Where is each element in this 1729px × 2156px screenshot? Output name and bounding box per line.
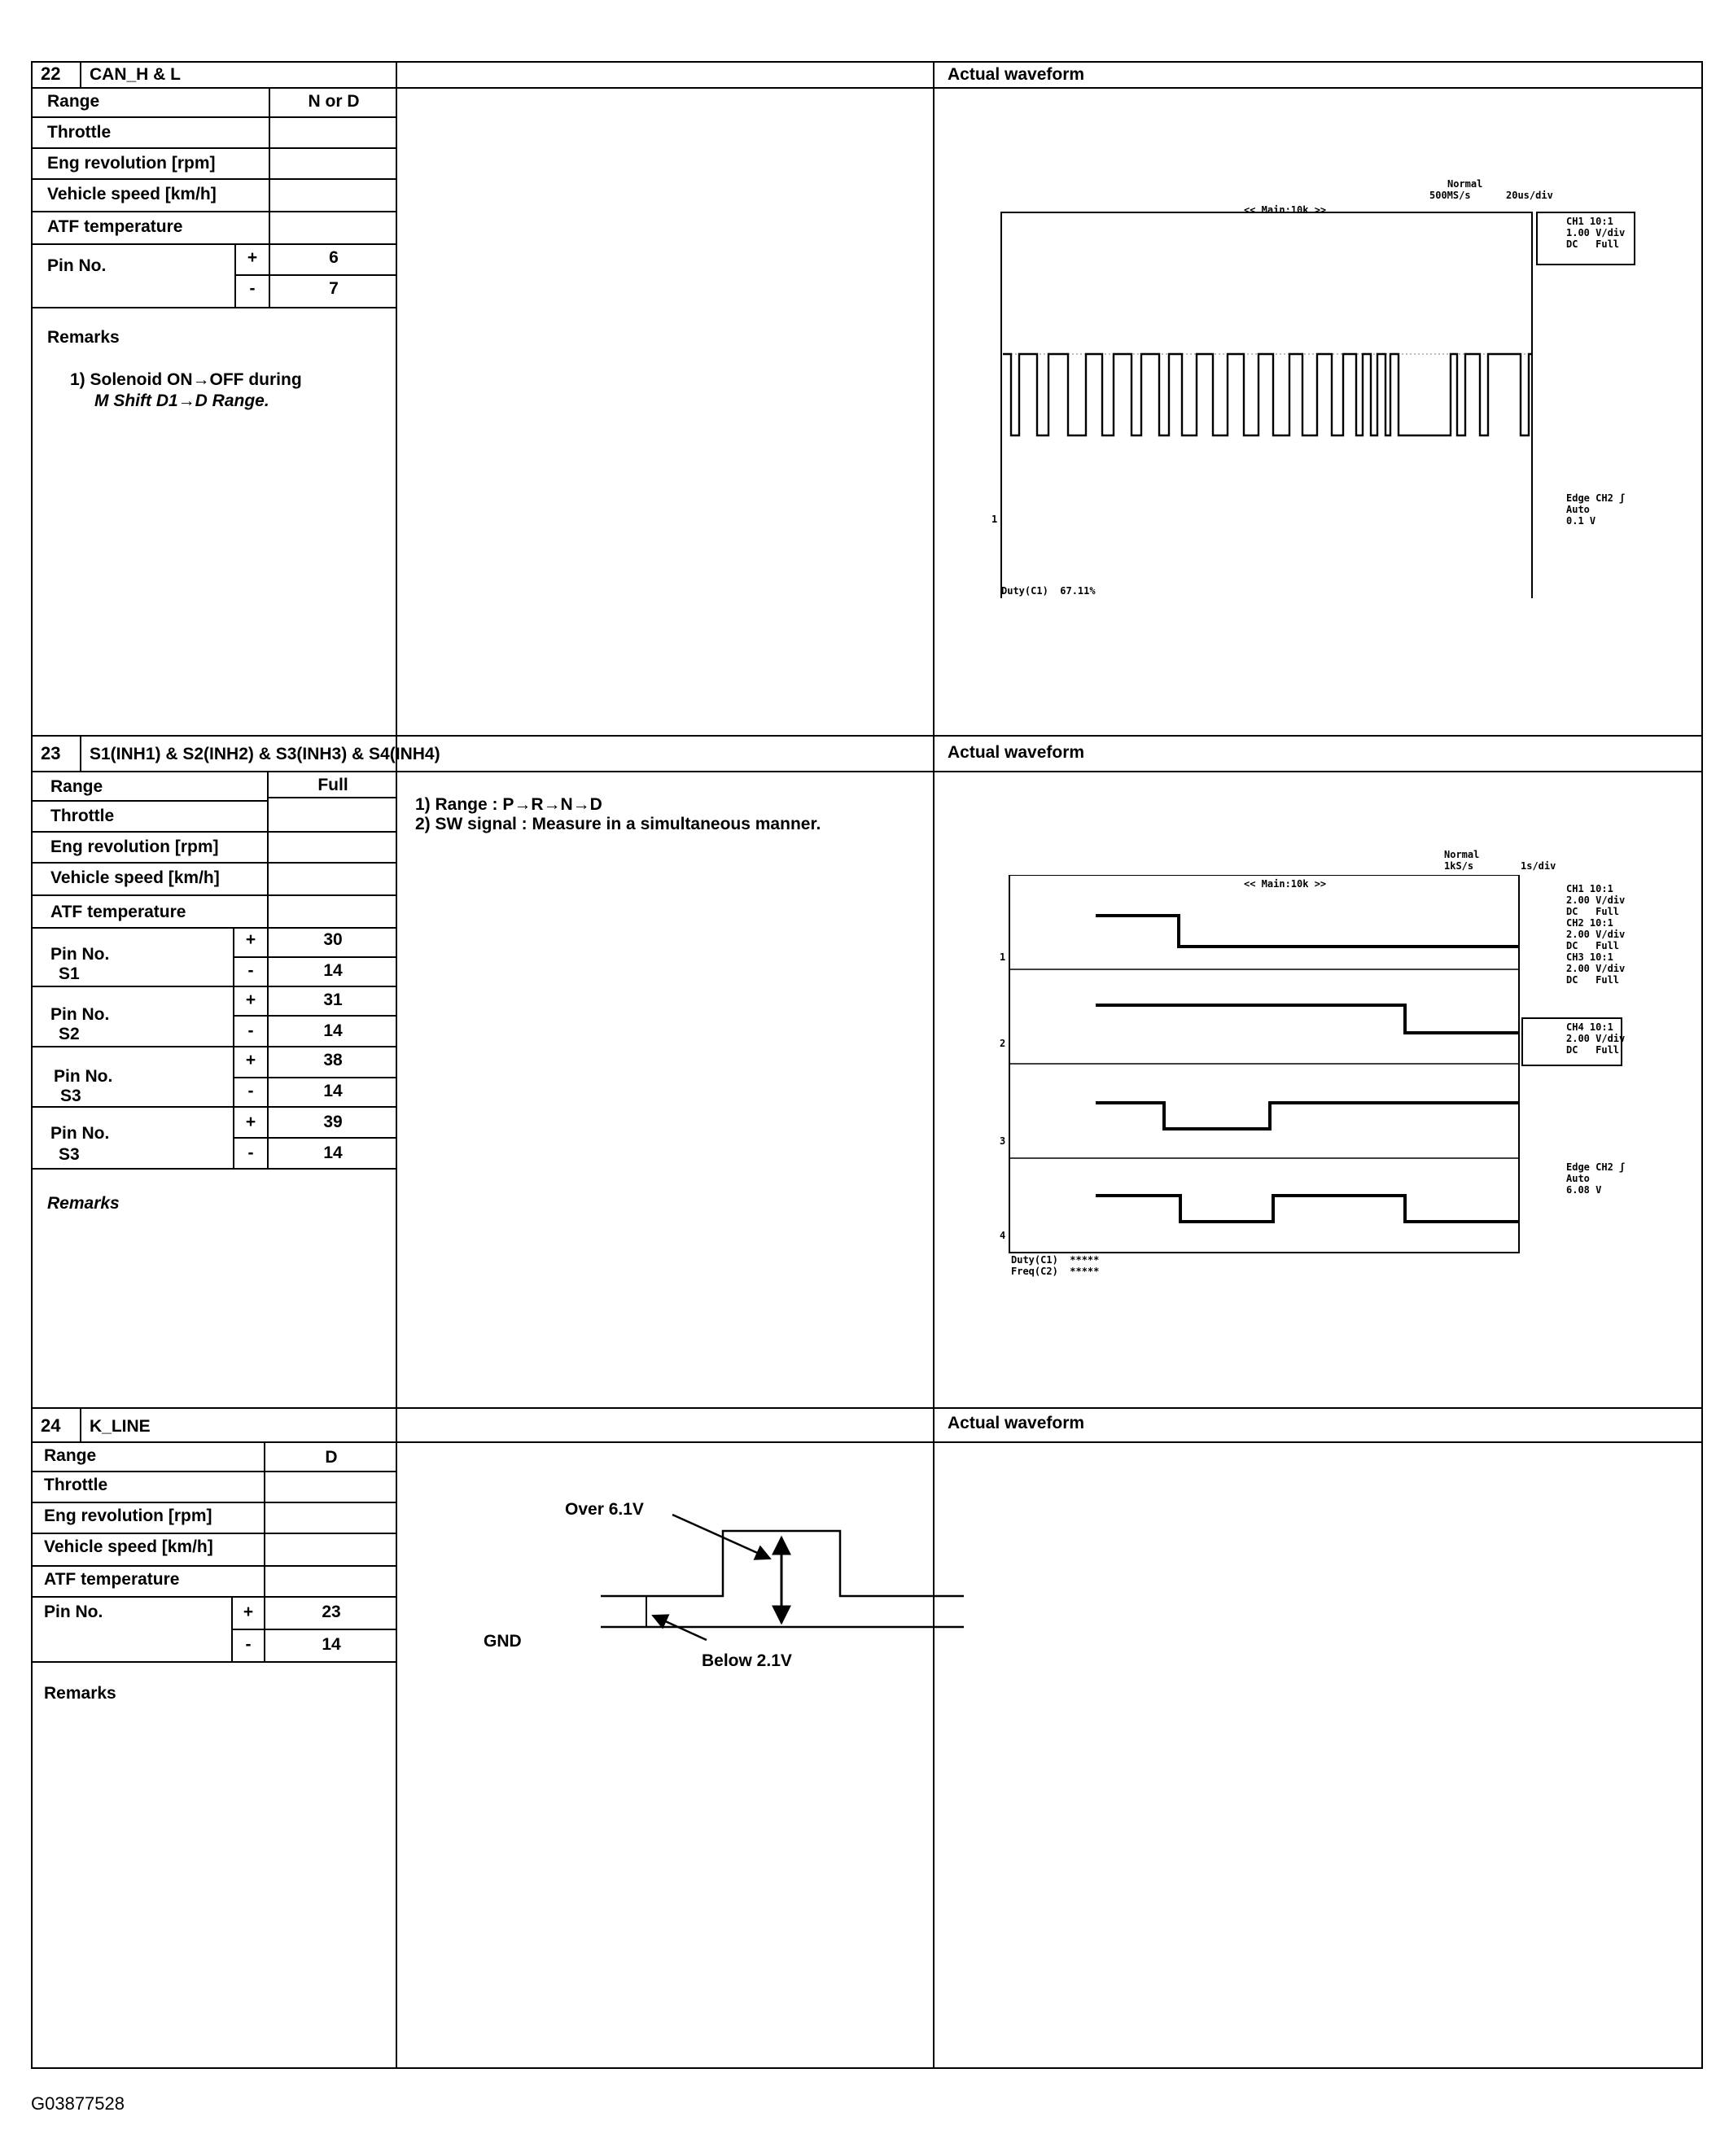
row-atf: ATF temperature xyxy=(47,217,183,236)
scope-ch-12: DC Full xyxy=(1566,1044,1620,1056)
pin-minus-sign: - xyxy=(249,279,256,298)
remarks-label: Remarks xyxy=(47,328,120,347)
pin-plus-3: 38 xyxy=(323,1051,343,1069)
row-veh-speed: Vehicle speed [km/h] xyxy=(50,868,220,887)
pin-plus-sign: + xyxy=(243,1603,254,1621)
param-table xyxy=(31,1443,397,1712)
scope-ch-1: CH1 10:1 xyxy=(1566,216,1613,227)
pin-plus-4: 39 xyxy=(323,1113,343,1131)
pin-plus-2: 31 xyxy=(323,991,343,1009)
pin-minus-sign-4: - xyxy=(247,1144,254,1162)
row-atf: ATF temperature xyxy=(50,903,186,921)
scope-ch-7: CH3 10:1 xyxy=(1566,951,1613,963)
pin-minus-4: 14 xyxy=(323,1144,343,1162)
note-line-2: 2) SW signal : Measure in a simultaneous manner. xyxy=(415,815,821,833)
scope-ch-8: 2.00 V/div xyxy=(1566,963,1626,974)
scope-trig-1: Edge CH2 ʃ xyxy=(1566,492,1626,504)
row-pin: Pin No. xyxy=(44,1603,103,1621)
scope-trig-3: 0.1 V xyxy=(1566,515,1596,527)
scope-meas-1: Duty(C1) ***** xyxy=(1011,1254,1100,1266)
scope-time: 20us/div xyxy=(1506,190,1553,201)
pin-sub-3: S3 xyxy=(60,1087,81,1105)
remarks-label: Remarks xyxy=(44,1684,116,1703)
row-veh-speed: Vehicle speed [km/h] xyxy=(47,185,217,203)
row-range: Range xyxy=(47,92,100,111)
scope-marker: 1 xyxy=(991,514,998,525)
range-value: Full xyxy=(317,776,348,794)
range-value: N or D xyxy=(308,92,360,111)
row-range: Range xyxy=(50,777,103,796)
pin-plus-value: 6 xyxy=(329,248,339,267)
scope-marker-4: 4 xyxy=(1000,1230,1006,1241)
row-eng-rev: Eng revolution [rpm] xyxy=(47,154,216,173)
row-eng-rev: Eng revolution [rpm] xyxy=(50,837,219,856)
section-number: 22 xyxy=(41,63,61,84)
scope-ch-6: DC Full xyxy=(1566,940,1620,951)
section-23 xyxy=(31,735,1703,1410)
param-table xyxy=(31,87,397,369)
row-atf: ATF temperature xyxy=(44,1570,180,1589)
scope-ch-5: 2.00 V/div xyxy=(1566,929,1626,940)
pin-plus-sign-2: + xyxy=(245,991,256,1009)
range-value: D xyxy=(325,1448,338,1467)
pin-minus-1: 14 xyxy=(323,961,343,980)
waveform-label: Actual waveform xyxy=(948,743,1085,762)
row-throttle: Throttle xyxy=(47,123,112,142)
kline-diagram xyxy=(568,1497,967,1676)
pin-minus-sign: - xyxy=(245,1635,252,1654)
scope-trig-1: Edge CH2 ʃ xyxy=(1566,1161,1626,1173)
section-title: K_LINE xyxy=(90,1417,151,1436)
scope-marker-2: 2 xyxy=(1000,1038,1006,1049)
scope-time: 1s/div xyxy=(1521,860,1556,872)
pin-minus-2: 14 xyxy=(323,1021,343,1040)
pin-minus-value: 14 xyxy=(322,1635,341,1654)
waveform-label: Actual waveform xyxy=(948,65,1085,84)
remarks-label: Remarks xyxy=(47,1194,120,1213)
pin-label-3: Pin No. xyxy=(54,1067,113,1086)
pin-plus-sign: + xyxy=(247,248,258,267)
scope-mode: Normal xyxy=(1447,178,1483,190)
pin-sub-1: S1 xyxy=(59,964,80,983)
below-label: Below 2.1V xyxy=(702,1651,792,1670)
pin-plus-sign-4: + xyxy=(245,1113,256,1131)
note-line-1: 1) Range : P→R→N→D xyxy=(415,795,602,814)
pin-plus-1: 30 xyxy=(323,930,343,949)
section-24 xyxy=(31,1407,1703,2069)
section-title: CAN_H & L xyxy=(90,65,182,84)
pin-label-4: Pin No. xyxy=(50,1124,110,1143)
scope-trig-3: 6.08 V xyxy=(1566,1184,1602,1196)
scope-mode: Normal xyxy=(1444,849,1480,860)
row-veh-speed: Vehicle speed [km/h] xyxy=(44,1537,213,1556)
scope-ch-2: 2.00 V/div xyxy=(1566,894,1626,906)
pin-minus-3: 14 xyxy=(323,1082,343,1100)
bottom-rule xyxy=(31,2067,1703,2069)
scope-ch-2: 1.00 V/div xyxy=(1566,227,1626,238)
remark-line-1: 1) Solenoid ON→OFF during xyxy=(70,370,302,389)
scope-ch-9: DC Full xyxy=(1566,974,1620,986)
row-throttle: Throttle xyxy=(50,807,115,825)
scope-trig-2: Auto xyxy=(1566,1173,1590,1184)
scope-window: << Main:10k >> xyxy=(1244,204,1327,216)
section-22 xyxy=(31,61,1703,737)
pin-minus-sign-2: - xyxy=(247,1021,254,1040)
gnd-label: GND xyxy=(484,1632,522,1651)
section-title: S1(INH1) & S2(INH2) & S3(INH3) & S4(INH4) xyxy=(90,745,440,763)
document-id: G03877528 xyxy=(31,2093,125,2114)
pin-plus-sign-1: + xyxy=(245,930,256,949)
pin-label-1: Pin No. xyxy=(50,945,110,964)
scope-ch-3: DC Full xyxy=(1566,238,1620,250)
scope-ch-3: DC Full xyxy=(1566,906,1620,917)
pin-minus-value: 7 xyxy=(329,279,339,298)
scope-ch-4: CH2 10:1 xyxy=(1566,917,1613,929)
row-eng-rev: Eng revolution [rpm] xyxy=(44,1507,212,1525)
scope-meas-2: Freq(C2) ***** xyxy=(1011,1266,1100,1277)
pin-plus-sign-3: + xyxy=(245,1051,256,1069)
scope-ch-11: 2.00 V/div xyxy=(1566,1033,1626,1044)
pin-label-2: Pin No. xyxy=(50,1005,110,1024)
row-throttle: Throttle xyxy=(44,1476,108,1494)
waveform-label: Actual waveform xyxy=(948,1414,1085,1432)
pin-sub-2: S2 xyxy=(59,1025,80,1043)
scope-rate: 1kS/s xyxy=(1444,860,1474,872)
section-number: 23 xyxy=(41,743,61,763)
scope-marker-3: 3 xyxy=(1000,1135,1006,1147)
scope-marker-1: 1 xyxy=(1000,951,1006,963)
pin-sub-4: S3 xyxy=(59,1145,80,1164)
pin-plus-value: 23 xyxy=(322,1603,341,1621)
row-range: Range xyxy=(44,1446,97,1465)
scope-window: << Main:10k >> xyxy=(1244,878,1327,890)
pin-minus-sign-1: - xyxy=(247,961,254,980)
section-number: 24 xyxy=(41,1415,61,1436)
pin-minus-sign-3: - xyxy=(247,1082,254,1100)
scope-ch-10: CH4 10:1 xyxy=(1566,1021,1613,1033)
row-pin: Pin No. xyxy=(47,256,107,275)
scope-rate: 500MS/s xyxy=(1429,190,1471,201)
param-table xyxy=(31,772,397,1164)
scope-ch-1: CH1 10:1 xyxy=(1566,883,1613,894)
over-label: Over 6.1V xyxy=(565,1500,644,1519)
remark-line-2: M Shift D1→D Range. xyxy=(94,391,269,410)
scope-meas: Duty(C1) 67.11% xyxy=(1001,585,1096,597)
scope-trig-2: Auto xyxy=(1566,504,1590,515)
